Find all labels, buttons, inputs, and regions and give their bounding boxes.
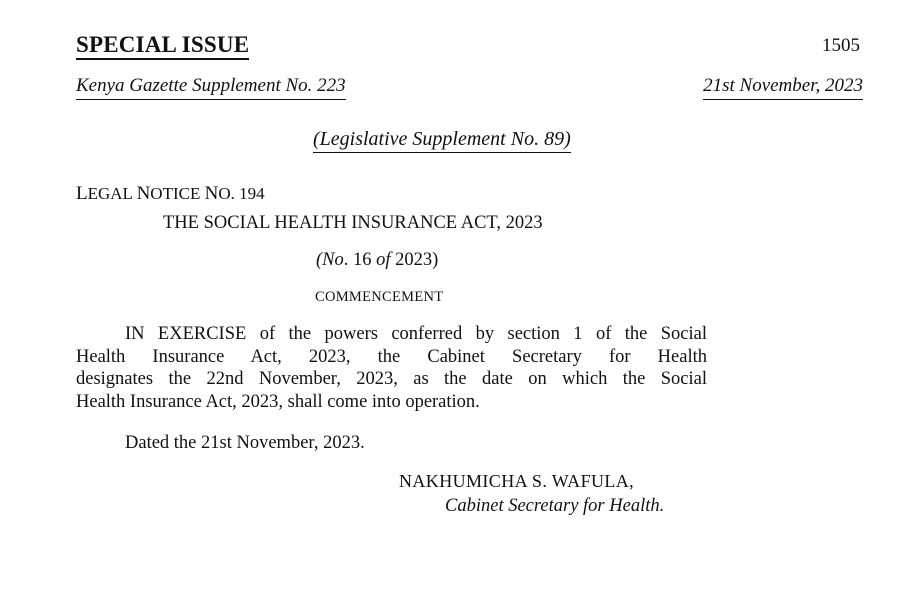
act-title: THE SOCIAL HEALTH INSURANCE ACT, 2023 (163, 213, 543, 233)
dated-line: Dated the 21st November, 2023. (125, 433, 365, 453)
page-number: 1505 (822, 35, 860, 56)
act-number-mid: . 16 (343, 250, 377, 270)
special-issue-heading: SPECIAL ISSUE (76, 33, 249, 60)
commencement-heading: COMMENCEMENT (315, 289, 444, 305)
notice-body-paragraph (76, 323, 707, 413)
legal-notice-smallcaps-1: EGAL (87, 184, 137, 203)
legal-notice-number (76, 184, 265, 204)
signatory-title: Cabinet Secretary for Health. (445, 496, 665, 516)
body-line-4: Health Insurance Act, 2023, shall come into operation. (76, 391, 480, 412)
act-number (316, 249, 438, 271)
legal-notice-smallcaps-2: OTICE (150, 184, 205, 203)
legal-notice-cap-l: L (76, 183, 88, 204)
body-line-1: IN EXERCISE of the powers conferred by section 1 of the Social (125, 324, 707, 344)
body-line-2: Health Insurance Act, 2023, the Cabinet Secretary for Health (76, 346, 707, 367)
legal-notice-number-value: O. 194 (218, 184, 265, 203)
gazette-date: 21st November, 2023 (703, 75, 863, 100)
act-number-year: 2023) (390, 250, 439, 270)
legal-notice-cap-n: N (136, 183, 151, 204)
body-line-3: designates the 22nd November, 2023, as the date on which the Social (76, 369, 707, 389)
gazette-supplement-title: Kenya Gazette Supplement No. 223 (76, 75, 346, 100)
legislative-supplement: (Legislative Supplement No. 89) (313, 127, 571, 153)
act-number-of: of (376, 250, 391, 270)
act-number-no: (No (316, 250, 344, 270)
signatory-name: NAKHUMICHA S. WAFULA, (399, 471, 635, 491)
legal-notice-cap-n2: N (204, 183, 219, 204)
